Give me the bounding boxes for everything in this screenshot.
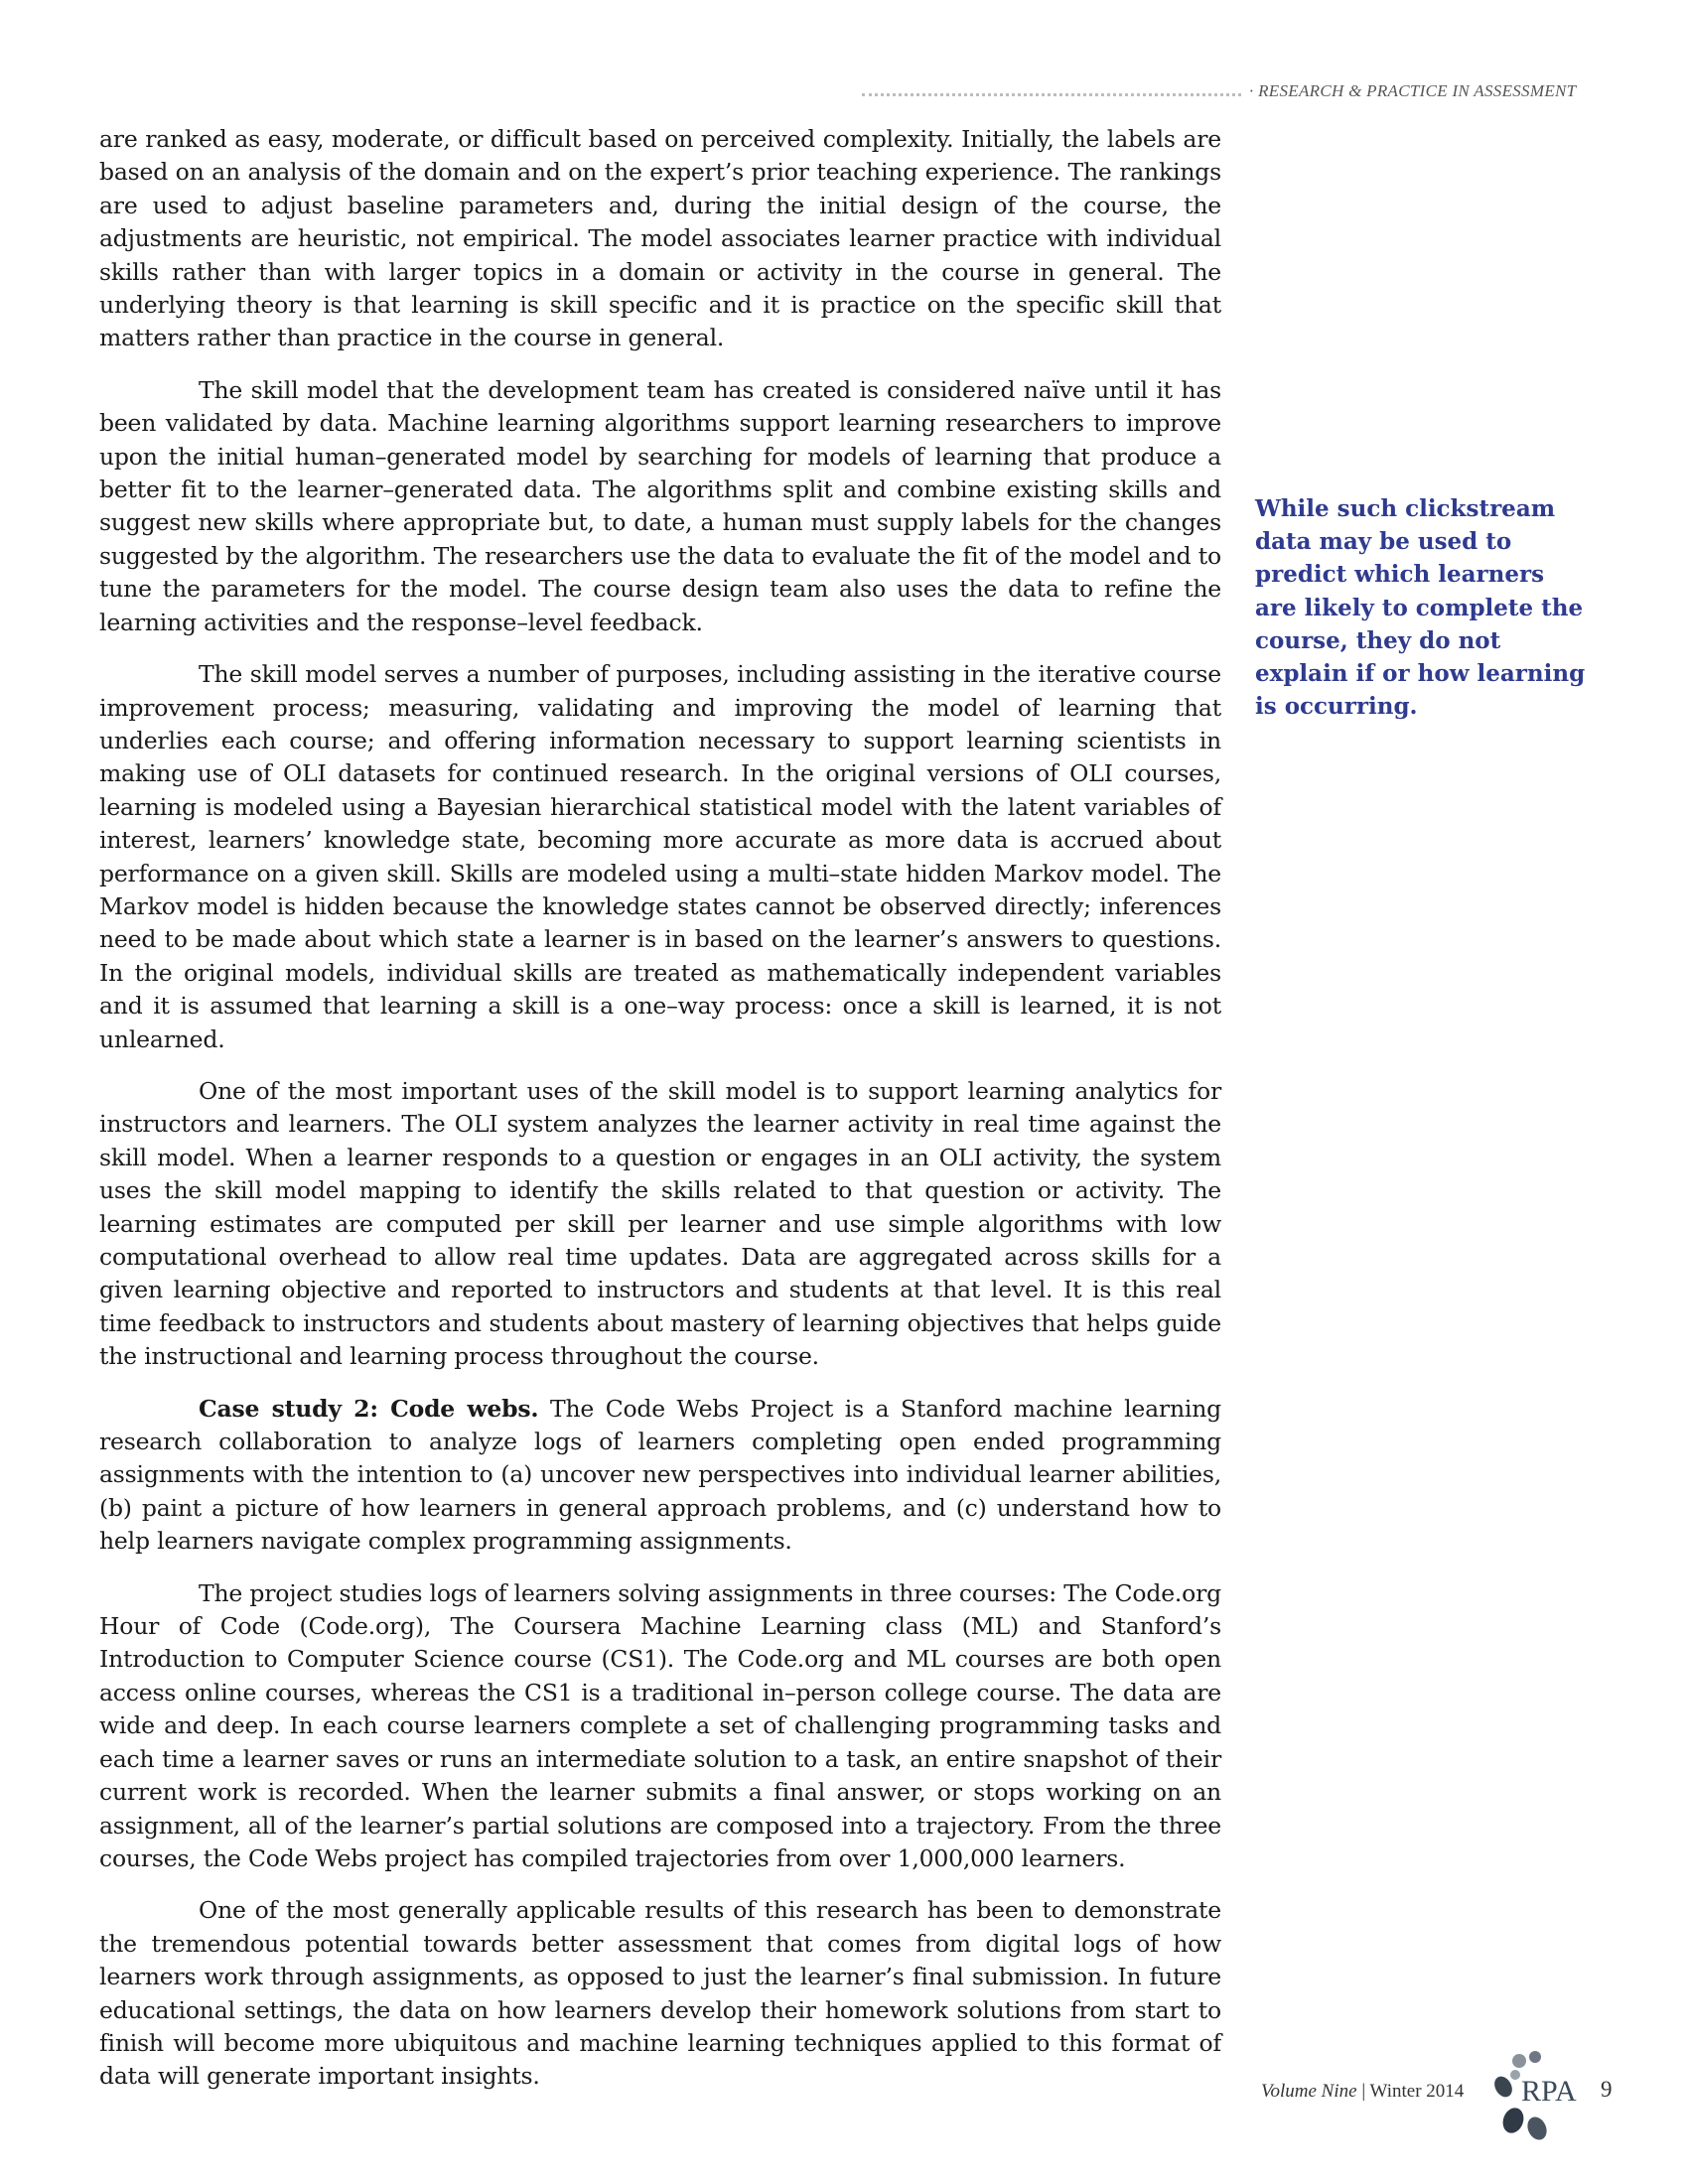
season-label: Winter 2014 [1369, 2081, 1465, 2102]
running-header: · RESEARCH & PRACTICE IN ASSESSMENT [1249, 81, 1577, 100]
footer-volume [1261, 2081, 1464, 2103]
article-body [99, 123, 1221, 2113]
logo-text: RPA [1521, 2075, 1577, 2108]
paragraph-7: One of the most generally applicable results of this research has been to demonstrate the tremendous potential towards better assessment that comes from digital logs of how learners work through assignments, as opposed to just the learner’s final submission. In future educational settings, the data on how learners develop their homework solutions from start to finish will become more ubiquitous and machine learning techniques applied to this format of data will generate important insights. [99, 1896, 1221, 2091]
case-study-heading: Case study 2: Code webs. [199, 1394, 539, 1423]
paragraph-5 [99, 1393, 1221, 1559]
volume-label: Volume Nine [1261, 2081, 1357, 2102]
paragraph-4: One of the most important uses of the skill model is to support learning analytics for instructors and learners. The OLI system analyzes the learner activity in real time against the skill model. When a learner responds to a question or engages in an OLI activity, the system uses the skill model mapping to identify the skills related to that question or activity. The learning estimates are computed per skill per learner and use simple algorithms with low computational overhead to allow real time updates. Data are aggregated across skills for a given learning objective and reported to instructors and students at that level. It is this real time feedback to instructors and students about mastery of learning objectives that helps guide the instructional and learning process throughout the course. [99, 1076, 1221, 1371]
page-number: 9 [1601, 2077, 1613, 2102]
pull-quote: While such clickstream data may be used to predict which learners are likely to complete the course, they do not explain if or how learning is occurring. [1255, 495, 1586, 721]
header-dotted-rule [862, 93, 1241, 96]
paragraph-3: The skill model serves a number of purposes, including assisting in the iterative course improvement process; measuring, validating and improving the model of learning that underlies each course; and offering information necessary to support learning scientists in making use of OLI datasets for continued research. In the original versions of OLI courses, learning is modeled using a Bayesian hierarchical statistical model with the latent variables of interest, learners’ knowledge state, becoming more accurate as more data is accrued about performance on a given skill. Skills are modeled using a multi–state hidden Markov model. The Markov model is hidden because the knowledge states cannot be observed directly; inferences need to be made about which state a learner is in based on the learner’s answers to questions. In the original models, individual skills are treated as mathematically independent variables and it is assumed that learning a skill is a one–way process: once a skill is learned, it is not unlearned. [99, 660, 1221, 1053]
paragraph-6: The project studies logs of learners solving assignments in three courses: The Code.org Hour of Code (Code.org), The Coursera Machine Learning class (ML) and Stanford’s Introduction to Computer Science course (CS1). The Code.org and ML courses are both open access online courses, whereas the CS1 is a traditional in–person college course. The data are wide and deep. In each course learners complete a set of challenging programming tasks and each time a learner saves or runs an intermediate solution to a task, an entire snapshot of their current work is recorded. When the learner submits a final answer, or stops working on an assignment, all of the learner’s partial solutions are composed into a trajectory. From the three courses, the Code Webs project has compiled trajectories from over 1,000,000 learners. [99, 1578, 1221, 1872]
paragraph-1: are ranked as easy, moderate, or difficult based on perceived complexity. Initially, the labels are based on an analysis of the domain and on the expert’s prior teaching experience. The rankings are used to adjust baseline parameters and, during the initial design of the course, the adjustments are heuristic, not empirical. The model associates learner practice with individual skills rather than with larger topics in a domain or activity in the course in general. The underlying theory is that learning is skill specific and it is practice on the specific skill that matters rather than practice in the course in general. [99, 125, 1221, 352]
footer-separator: | [1356, 2081, 1370, 2102]
paragraph-2: The skill model that the development team has created is considered naïve until it has been validated by data. Machine learning algorithms support learning researchers to improve upon the initial human–generated model by searching for models of learning that produce a better fit to the learner–generated data. The algorithms split and combine existing skills and suggest new skills where appropriate but, to date, a human must supply labels for the changes suggested by the algorithm. The researchers use the data to evaluate the fit of the model and to tune the parameters for the model. The course design team also uses the data to refine the learning activities and the response–level feedback. [99, 375, 1221, 636]
rpa-logo [1489, 2049, 1589, 2148]
paragraph-5-text: The Code Webs Project is a Stanford machine learning research collaboration to analyze logs of learners completing open ended programming assignments with the intention to (a) uncover new perspectives into individual learner abilities, (b) paint a picture of how learners in general approach problems, and (c) understand how to help learners navigate complex programming assignments. [99, 1394, 1221, 1556]
